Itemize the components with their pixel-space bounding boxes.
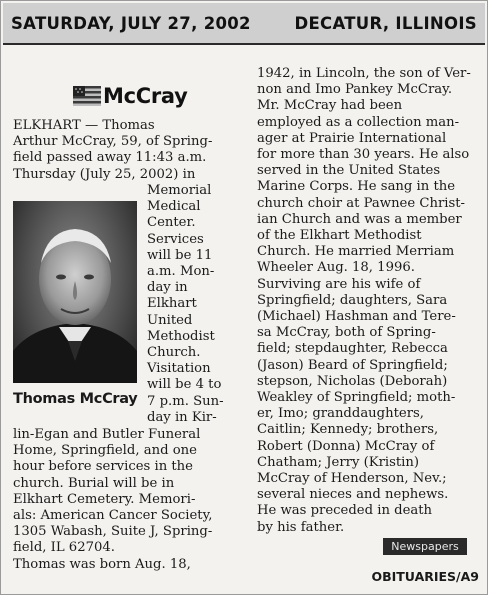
text-line: for more than 30 years. He also [257,147,470,163]
text-line: ager at Prairie International [257,130,447,146]
obituary-column-1-top [13,118,253,183]
text-line: 7 p.m. Sun- [147,393,224,409]
text-line: several nieces and nephews. [257,487,449,503]
text-line: served in the United States [257,163,441,179]
text-line: Springfield; daughters, Sara [257,292,448,308]
text-line: 1305 Wabash, Suite J, Spring- [13,524,213,540]
text-line: Medical [147,199,201,215]
flag-icon [73,86,101,106]
text-line: er, Imo; granddaughters, [257,406,424,422]
text-line: stepson, Nicholas (Deborah) [257,373,448,389]
masthead-date: SATURDAY, JULY 27, 2002 [11,14,251,33]
text-line: Arthur McCray, 59, of Spring- [13,134,213,150]
text-line: Visitation [147,361,211,377]
text-line: field passed away 11:43 a.m. [13,150,207,166]
text-line: will be 11 [147,247,213,263]
text-line: non and Imo Pankey McCray. [257,82,453,98]
portrait-photo [13,201,137,383]
obituary-column-1-bottom [13,427,253,573]
text-line: als: American Cancer Society, [13,508,213,524]
text-line: Mr. McCray had been [257,98,403,114]
text-line: employed as a collection man- [257,114,460,130]
text-line: ian Church and was a member [257,211,462,227]
text-line: Church. He married Merriam [257,244,455,260]
text-line: church choir at Pawnee Christ- [257,195,465,211]
text-line: of the Elkhart Methodist [257,228,422,244]
text-line: Marine Corps. He sang in the [257,179,456,195]
text-line: Thursday (July 25, 2002) in [13,166,196,182]
text-line: United [147,312,193,328]
text-line: Elkhart Cemetery. Memori- [13,491,196,507]
text-line: Surviving are his wife of [257,276,421,292]
text-line: field; stepdaughter, Rebecca [257,341,448,357]
text-line: will be 4 to [147,377,222,393]
text-line: 1942, in Lincoln, the son of Ver- [257,66,471,81]
text-line: Church. [147,345,201,361]
text-line: McCray of Henderson, Nev.; [257,471,447,487]
text-line: church. Burial will be in [13,475,175,491]
text-line: Home, Springfield, and one [13,443,197,459]
text-line: day in Kir- [147,409,217,425]
text-line: field, IL 62704. [13,540,115,556]
headline-name: McCray [103,84,188,108]
text-line: lin-Egan and Butler Funeral [13,427,201,442]
text-line: hour before services in the [13,459,193,475]
text-line: Thomas was born Aug. 18, [13,556,191,572]
obituary-headline [73,81,188,111]
text-line: Weakley of Springfield; moth- [257,390,456,406]
text-line: ELKHART — Thomas [13,118,155,133]
text-line: He was preceded in death [257,503,433,519]
text-line: Robert (Donna) McCray of [257,438,435,454]
text-line: Memorial [147,183,212,198]
obituary-column-1-narrow [147,183,257,426]
text-line: Caitlin; Kennedy; brothers, [257,422,439,438]
text-line: (Jason) Beard of Springfield; [257,357,448,373]
text-line: Chatham; Jerry (Kristin) [257,454,420,470]
text-line: Services [147,231,204,247]
text-line: by his father. [257,519,345,535]
text-line: a.m. Mon- [147,264,215,280]
text-line: (Michael) Hashman and Tere- [257,309,456,325]
text-line: Elkhart [147,296,197,312]
newspapers-watermark: Newspapers [383,538,467,555]
obituary-column-2 [257,66,481,536]
masthead-place: DECATUR, ILLINOIS [294,14,477,33]
text-line: sa McCray, both of Spring- [257,325,436,341]
text-line: Wheeler Aug. 18, 1996. [257,260,415,276]
photo-caption: Thomas McCray [13,391,138,407]
text-line: Center. [147,215,196,231]
masthead [3,3,485,45]
text-line: Methodist [147,328,215,344]
text-line: day in [147,280,188,296]
page-footer: OBITUARIES/A9 [371,569,479,584]
